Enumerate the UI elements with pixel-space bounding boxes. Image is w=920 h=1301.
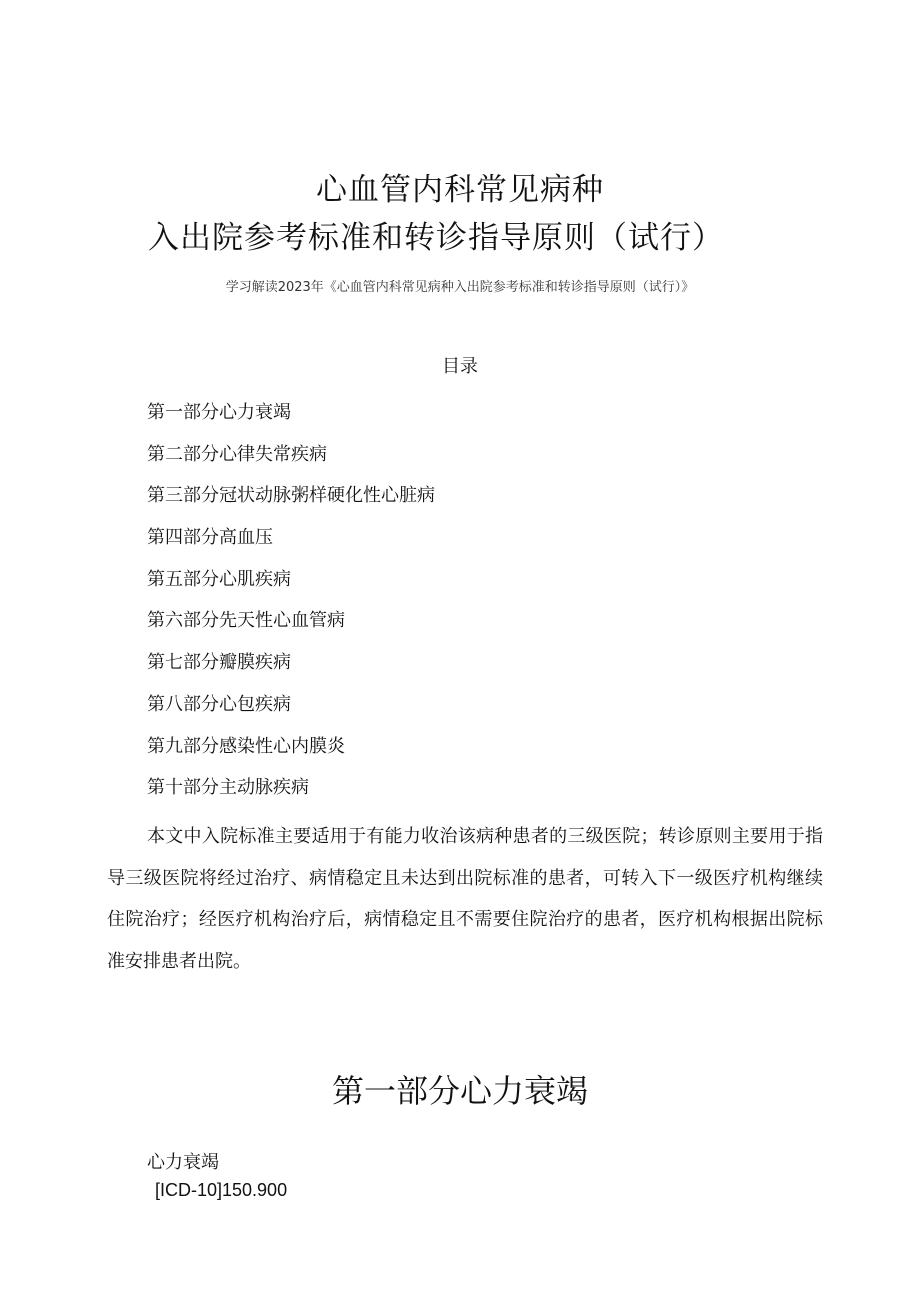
- disease-name: 心力衰竭: [147, 1152, 219, 1173]
- icd-code: [ICD-10]150.900: [155, 1180, 288, 1200]
- toc-item: 第四部分高血压: [147, 527, 273, 549]
- toc-item: 第三部分冠状动脉粥样硬化性心脏病: [147, 485, 435, 507]
- document-title-line-1: 心血管内科常见病种: [316, 172, 604, 208]
- toc-item: 第一部分心力衰竭: [147, 402, 291, 423]
- toc-item: 第九部分感染性心内膜炎: [147, 735, 345, 757]
- toc-item: 第六部分先天性心血管病: [147, 610, 345, 632]
- toc-item: 第五部分心肌疾病: [147, 568, 291, 590]
- toc-item: 第二部分心律失常疾病: [147, 443, 327, 465]
- section-heading: 第一部分心力衰竭: [331, 1072, 588, 1110]
- document-title-line-2: 入出院参考标准和转诊指导原则（试行）: [148, 220, 724, 256]
- intro-paragraph: 本文中入院标准主要适用于有能力收治该病种患者的三级医院；转诊原则主要用于指导三级医院将经过治疗、病情稳定且未达到出院标准的患者，可转入下一级医疗机构继续住院治疗；经医疗机构治疗后，病情稳定且不需要住院治疗的患者，医疗机构根据出院标准安排患者出院。: [107, 826, 823, 972]
- toc-item: 第十部分主动脉疾病: [147, 777, 309, 799]
- toc-item: 第七部分瓣膜疾病: [147, 652, 291, 674]
- toc-item: 第八部分心包疾病: [147, 693, 291, 715]
- toc-heading: 目录: [442, 356, 478, 377]
- table-of-contents: [147, 400, 435, 817]
- document-subtitle: 学习解读2023年《心血管内科常见病种入出院参考标准和转诊指导原则（试行）》: [225, 280, 695, 295]
